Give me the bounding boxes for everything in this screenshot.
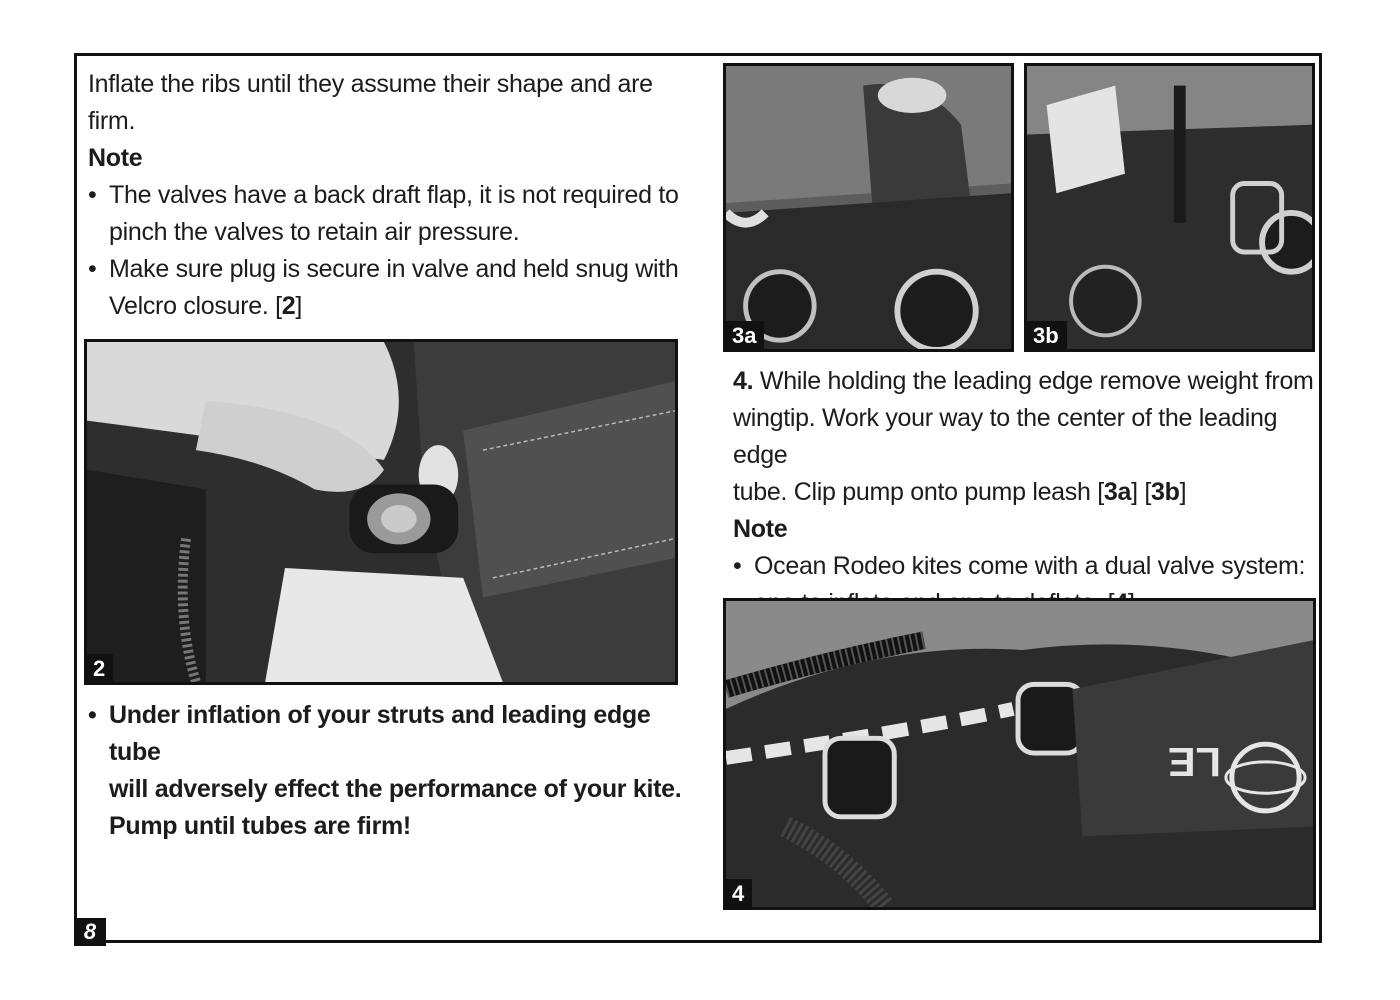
figure-ref-3b: 3b [1151,478,1180,506]
bullet-under-inflation [88,697,688,845]
note-heading-left: Note [88,144,143,172]
step-4-text-3: tube. Clip pump onto pump leash [ [733,478,1104,506]
bullet2-bracket: ] [295,292,303,320]
figure-ref-3a: 3a [1103,478,1132,506]
step-number: 4. [733,367,754,395]
step-4-line-1 [733,363,1323,400]
bullet-back-draft [88,177,688,251]
page-number: 8 [74,918,106,946]
intro-line-2: firm. [88,107,136,135]
figure-label-3a: 3a [726,321,764,349]
ref-separator: ] [ [1131,478,1152,506]
photo-figure-3b [1024,63,1315,352]
kite-lettering: LE [1167,739,1221,785]
photo-figure-4 [723,598,1316,910]
warning-line-1: • Under inflation of your struts and leading edge tube [109,701,651,766]
warning-line-3: Pump until tubes are firm! [109,812,411,840]
bullet2-text: Velcro closure. [ [109,292,282,320]
step-4-line-2: wingtip. Work your way to the center of the leading edge [733,404,1278,469]
figure-label-4: 4 [726,879,752,907]
photo-figure-2 [84,339,678,685]
bullet2-line-1: • Make sure plug is secure in valve and held snug with [109,255,679,283]
dual-valve-line-1: • Ocean Rodeo kites come with a dual valve system: [754,552,1306,580]
bullet1-line-1: • The valves have a back draft flap, it is not required to [109,181,679,209]
step-4-text-1: While holding the leading edge remove weight from [753,367,1314,395]
figure-label-2: 2 [87,654,113,682]
ref-end-bracket: ] [1179,478,1187,506]
left-text-block [88,66,688,325]
figure-ref-2: 2 [281,292,296,320]
photo-figure-3a [723,63,1014,352]
bullet1-line-2: pinch the valves to retain air pressure. [109,218,520,246]
right-text-block [733,363,1323,622]
intro-line-1: Inflate the ribs until they assume their shape and are [88,70,653,98]
bullet2-line-2 [109,288,688,325]
figure-label-3b: 3b [1027,321,1067,349]
warning-line-2: will adversely effect the performance of your kite. [109,775,682,803]
warning-block [88,697,688,845]
step-4-line-3 [733,474,1323,511]
bullet-plug-secure [88,251,688,325]
note-heading-right: Note [733,515,788,543]
